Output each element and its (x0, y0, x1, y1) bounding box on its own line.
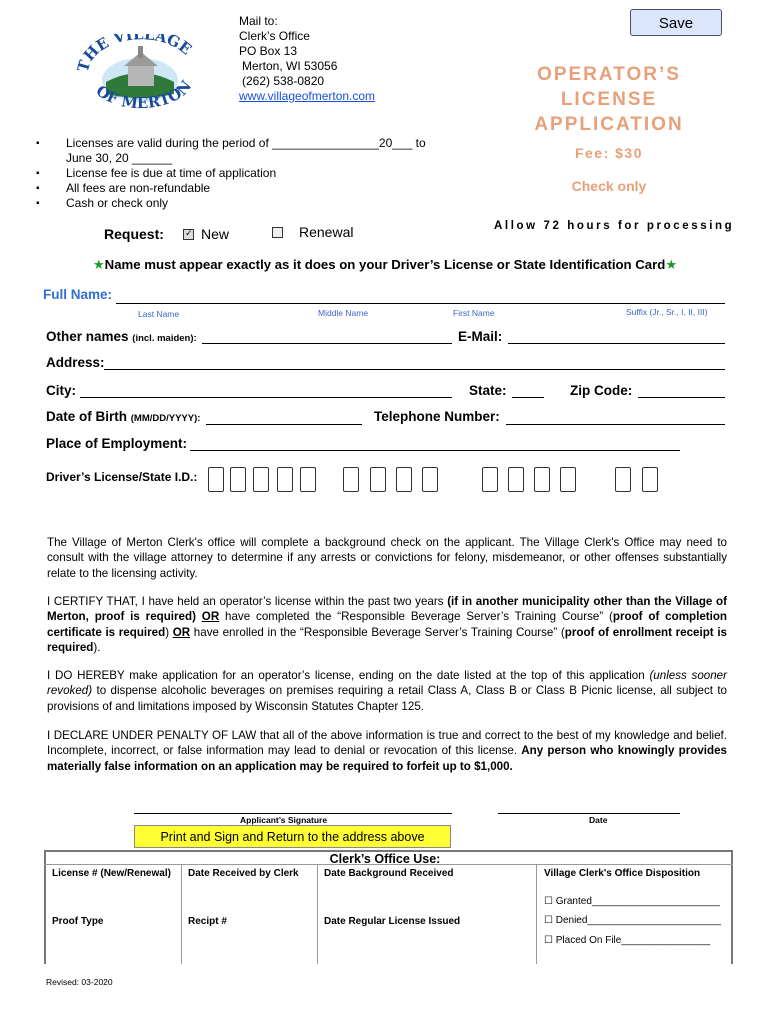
other-names-label: Other names (incl. maiden): (46, 329, 197, 344)
page-title (520, 62, 698, 137)
return-instruction: Print and Sign and Return to the address above (134, 825, 451, 848)
title-line-1: OPERATOR’S (537, 64, 681, 85)
mail-to-label: Mail to: (239, 14, 278, 28)
date-regular-header: Date Regular License Issued (324, 916, 461, 927)
dl-digit-box[interactable] (253, 467, 269, 492)
dl-digit-box[interactable] (230, 467, 246, 492)
dl-digit-box[interactable] (370, 467, 386, 492)
date-received-header: Date Received by Clerk (188, 868, 299, 879)
email-field[interactable] (508, 343, 725, 344)
list-item: ▪ Licenses are valid during the period of ________________20___ to (36, 136, 426, 151)
list-item: ▪ Cash or check only (36, 196, 426, 211)
dl-digit-box[interactable] (396, 467, 412, 492)
address-field[interactable] (104, 369, 725, 370)
denied-option[interactable]: ☐ Denied________________________ (544, 915, 721, 926)
website-link[interactable]: www.villageofmerton.com (239, 89, 376, 103)
clerk-office-title: Clerk’s Office Use: (329, 852, 441, 866)
application-paragraph: I DO HEREBY make application for an operator’s license, ending on the date listed at the top of this application (unless sooner revoked) to dispense alcoholic beverages on premises requiring a retail Class A, Class B or Class B Picnic license, all subject to provisions of and limitations imposed by Wisconsin Statutes Chapter 125. (47, 669, 727, 713)
dob-field[interactable] (206, 424, 362, 425)
new-label: New (201, 226, 230, 242)
certify-paragraph: I CERTIFY THAT, I have held an operator’s license within the past two years (if in another municipality other than the Village of Merton, proof is required) OR have completed the “Responsible Beverage Server’s Training Course” (proof of completion certificate is required) OR have enrolled in the “Responsible Beverage Server’s Training Course” (proof of enrollment receipt is required). (47, 595, 728, 654)
drivers-license-label: Driver’s License/State I.D.: (46, 470, 198, 484)
table-divider (44, 864, 733, 865)
background-check-paragraph: The Village of Merton Clerk's office will complete a background check on the applicant. The Village Clerk's Office may need to consult with the village attorney to determine if any arrests or convictions for felony, misdemeanor, or other offenses substantially relate to the licensing activity. (47, 536, 727, 580)
receipt-header: Recipt # (188, 916, 227, 927)
logo-bottom-text: OF MERTON (92, 76, 196, 113)
placed-on-file-option[interactable]: ☐ Placed On File________________ (544, 935, 711, 946)
dl-digit-box[interactable] (300, 467, 316, 492)
mail-city: Merton, WI 53056 (242, 59, 338, 73)
mail-phone: (262) 538-0820 (242, 74, 325, 88)
revision-date: Revised: 03-2020 (46, 977, 113, 987)
dl-digit-box[interactable] (642, 467, 658, 492)
list-item: ▪ All fees are non-refundable (36, 181, 426, 196)
date-background-header: Date Background Received (324, 868, 454, 879)
zip-field[interactable] (638, 397, 725, 398)
request-label: Request: (104, 226, 164, 242)
date-signature-field[interactable] (498, 813, 680, 814)
column-divider (536, 864, 537, 964)
city-label: City: (46, 383, 76, 398)
full-name-label: Full Name: (43, 287, 113, 302)
title-line-3: APPLICATION (534, 114, 684, 135)
dob-label: Date of Birth (MM/DD/YYYY): (46, 409, 201, 424)
dl-digit-box[interactable] (615, 467, 631, 492)
logo-top-text: HE VILLAGE (79, 34, 196, 65)
village-logo (76, 34, 202, 116)
dl-digit-box[interactable] (534, 467, 550, 492)
other-names-field[interactable] (202, 343, 452, 344)
title-line-2: LICENSE (560, 89, 658, 110)
license-number-header: License # (New/Renewal) (52, 868, 171, 879)
applicant-signature-caption: Applicant’s Signature (240, 815, 328, 825)
list-item: ▪ License fee is due at time of application (36, 166, 426, 181)
suffix-caption: Suffix (Jr., Sr., I, II, III) (626, 307, 708, 317)
new-checkbox[interactable] (183, 229, 194, 240)
renewal-checkbox[interactable] (272, 227, 283, 238)
mail-office: Clerk’s Office (239, 29, 310, 43)
name-instruction-text: Name must appear exactly as it does on your Driver’s License or State Identification Card (104, 257, 666, 272)
renewal-label: Renewal (299, 224, 354, 240)
email-label: E-Mail: (458, 329, 503, 344)
state-label: State: (469, 383, 507, 398)
declaration-paragraph: I DECLARE UNDER PENALTY OF LAW that all of the above information is true and correct to the best of my knowledge and belief. Incomplete, incorrect, or false information may lead to denial or revocation of this license. Any person who knowingly provides materially false information on an application may be required to forfeit up to $1,000. (47, 729, 727, 773)
granted-option[interactable]: ☐ Granted_______________________ (544, 896, 720, 907)
terms-list (36, 136, 426, 211)
dl-digit-box[interactable] (508, 467, 524, 492)
dl-digit-box[interactable] (422, 467, 438, 492)
star-icon: ★ (665, 257, 678, 272)
first-name-caption: First Name (453, 308, 495, 318)
applicant-signature-field[interactable] (134, 813, 452, 814)
employment-label: Place of Employment: (46, 436, 188, 451)
employment-field[interactable] (190, 450, 680, 451)
save-button[interactable]: Save (630, 9, 722, 36)
processing-note: Allow 72 hours for processing (494, 220, 735, 232)
city-field[interactable] (80, 397, 452, 398)
dl-digit-box[interactable] (482, 467, 498, 492)
mailing-address (239, 14, 375, 104)
column-divider (181, 864, 182, 964)
star-icon: ★ (92, 257, 105, 272)
telephone-field[interactable] (506, 424, 725, 425)
check-only-text: Check only (571, 178, 647, 194)
dl-digit-box[interactable] (560, 467, 576, 492)
column-divider (317, 864, 318, 964)
telephone-label: Telephone Number: (374, 409, 500, 424)
fee-text: Fee: $30 (574, 145, 644, 161)
middle-name-caption: Middle Name (318, 308, 369, 318)
zip-label: Zip Code: (570, 383, 633, 398)
date-signature-caption: Date (589, 815, 608, 825)
mail-po-box: PO Box 13 (239, 44, 298, 58)
proof-type-header: Proof Type (52, 916, 104, 927)
dl-digit-box[interactable] (208, 467, 224, 492)
dl-digit-box[interactable] (343, 467, 359, 492)
disposition-header: Village Clerk's Office Disposition (544, 868, 701, 879)
list-item-continuation: June 30, 20 ______ (66, 151, 173, 165)
state-field[interactable] (512, 397, 544, 398)
full-name-field[interactable] (116, 303, 725, 304)
name-instruction (0, 257, 770, 273)
dl-digit-box[interactable] (277, 467, 293, 492)
last-name-caption: Last Name (138, 309, 180, 319)
address-label: Address: (46, 355, 105, 370)
